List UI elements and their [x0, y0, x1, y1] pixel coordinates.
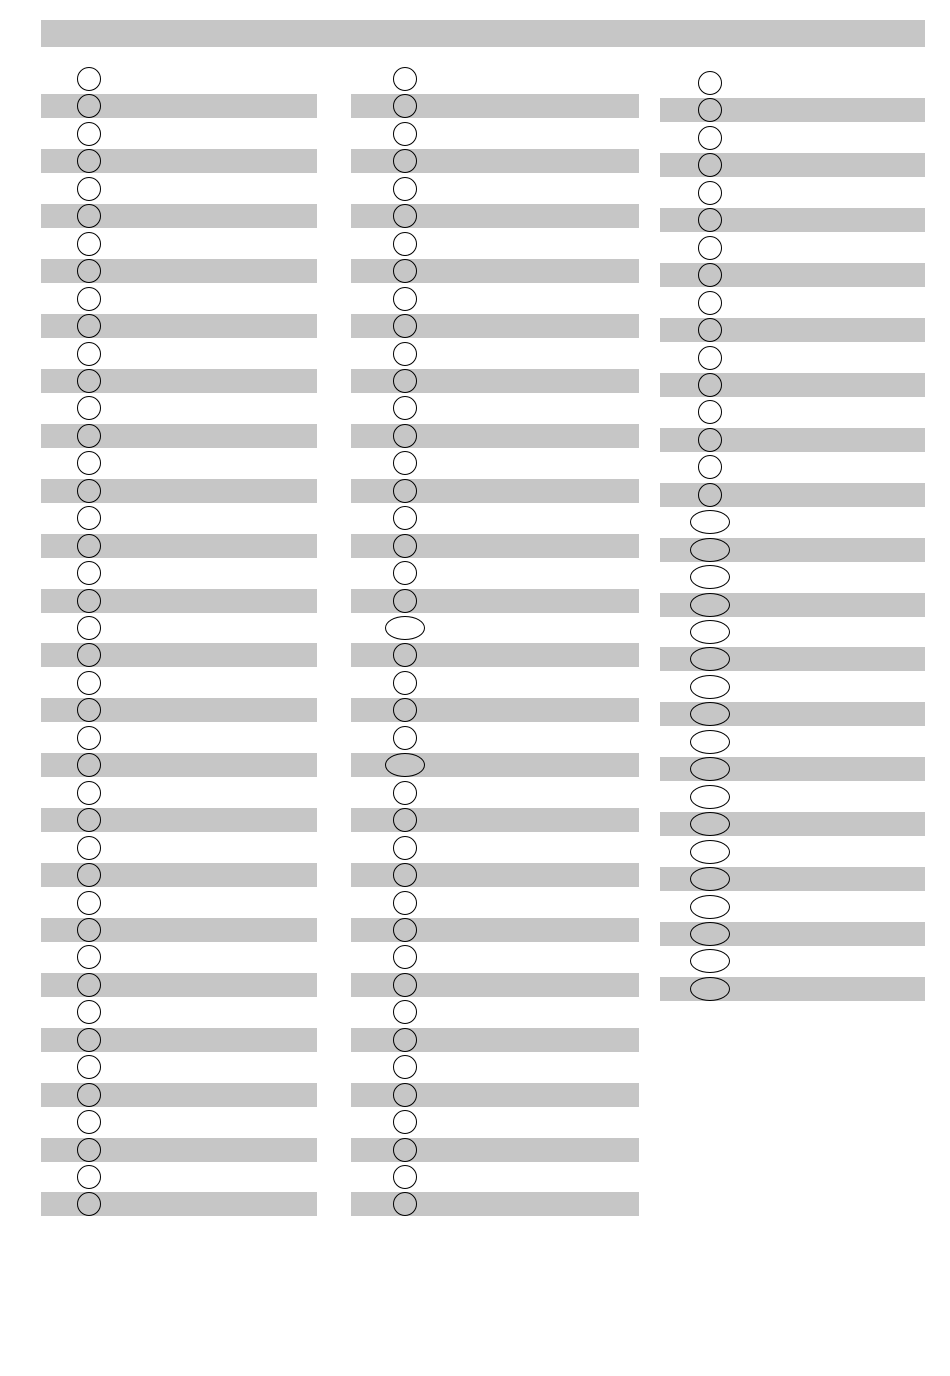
answer-oval-icon[interactable] — [690, 730, 730, 754]
shaded-answer-row — [660, 647, 925, 671]
shaded-answer-row — [660, 208, 925, 232]
shaded-answer-row — [351, 1083, 639, 1107]
answer-bubble-icon[interactable] — [77, 753, 101, 777]
answer-row — [660, 895, 925, 919]
answer-bubble-icon[interactable] — [393, 424, 417, 448]
shaded-answer-row — [41, 424, 317, 448]
answer-row — [351, 726, 639, 750]
answer-row — [660, 71, 925, 95]
answer-bubble-icon[interactable] — [393, 945, 417, 969]
answer-bubble-icon[interactable] — [77, 698, 101, 722]
answer-bubble-icon[interactable] — [393, 1000, 417, 1024]
shaded-answer-row — [660, 757, 925, 781]
shaded-answer-row — [660, 98, 925, 122]
answer-bubble-icon[interactable] — [77, 945, 101, 969]
shaded-answer-row — [660, 373, 925, 397]
answer-oval-icon[interactable] — [690, 620, 730, 644]
answer-bubble-icon[interactable] — [698, 98, 722, 122]
shaded-answer-row — [351, 698, 639, 722]
answer-row — [351, 781, 639, 805]
answer-bubble-icon[interactable] — [393, 342, 417, 366]
shaded-answer-row — [351, 424, 639, 448]
answer-row — [660, 730, 925, 754]
shaded-answer-row — [41, 918, 317, 942]
answer-bubble-icon[interactable] — [698, 208, 722, 232]
answer-row — [41, 616, 317, 640]
answer-bubble-icon[interactable] — [77, 369, 101, 393]
answer-row — [351, 561, 639, 585]
shaded-answer-row — [660, 318, 925, 342]
answer-row — [41, 451, 317, 475]
answer-bubble-icon[interactable] — [77, 122, 101, 146]
answer-row — [41, 1055, 317, 1079]
shaded-answer-row — [660, 867, 925, 891]
shaded-answer-row — [660, 538, 925, 562]
shaded-answer-row — [660, 153, 925, 177]
shaded-answer-row — [660, 702, 925, 726]
answer-row — [660, 291, 925, 315]
answer-oval-icon[interactable] — [690, 593, 730, 617]
shaded-answer-row — [41, 1083, 317, 1107]
shaded-answer-row — [41, 314, 317, 338]
answer-row — [351, 122, 639, 146]
answer-bubble-icon[interactable] — [393, 808, 417, 832]
answer-bubble-icon[interactable] — [698, 236, 722, 260]
answer-bubble-icon[interactable] — [393, 1028, 417, 1052]
header-bar — [41, 20, 925, 47]
answer-bubble-icon[interactable] — [698, 126, 722, 150]
answer-oval-icon[interactable] — [690, 867, 730, 891]
answer-bubble-icon[interactable] — [393, 232, 417, 256]
answer-bubble-icon[interactable] — [698, 71, 722, 95]
shaded-answer-row — [351, 1138, 639, 1162]
answer-bubble-icon[interactable] — [77, 67, 101, 91]
answer-bubble-icon[interactable] — [77, 561, 101, 585]
answer-row — [41, 342, 317, 366]
shaded-answer-row — [351, 973, 639, 997]
answer-row — [351, 451, 639, 475]
answer-row — [351, 1055, 639, 1079]
answer-bubble-icon[interactable] — [393, 479, 417, 503]
answer-bubble-icon[interactable] — [77, 177, 101, 201]
answer-bubble-icon[interactable] — [393, 918, 417, 942]
answer-row — [351, 287, 639, 311]
answer-bubble-icon[interactable] — [77, 149, 101, 173]
shaded-answer-row — [351, 589, 639, 613]
shaded-answer-row — [41, 94, 317, 118]
answer-oval-icon[interactable] — [690, 538, 730, 562]
answer-row — [351, 891, 639, 915]
shaded-answer-row — [351, 479, 639, 503]
answer-bubble-icon[interactable] — [698, 181, 722, 205]
answer-bubble-icon[interactable] — [393, 589, 417, 613]
answer-oval-icon[interactable] — [690, 647, 730, 671]
answer-row — [41, 781, 317, 805]
shaded-answer-row — [41, 1028, 317, 1052]
answer-bubble-icon[interactable] — [698, 263, 722, 287]
answer-bubble-icon[interactable] — [393, 1192, 417, 1216]
answer-bubble-icon[interactable] — [698, 373, 722, 397]
answer-row — [351, 671, 639, 695]
shaded-answer-row — [41, 149, 317, 173]
answer-bubble-icon[interactable] — [77, 616, 101, 640]
answer-row — [351, 836, 639, 860]
answer-oval-icon[interactable] — [690, 895, 730, 919]
answer-oval-icon[interactable] — [690, 977, 730, 1001]
answer-bubble-icon[interactable] — [393, 94, 417, 118]
answer-bubble-icon[interactable] — [77, 287, 101, 311]
shaded-answer-row — [351, 1028, 639, 1052]
shaded-answer-row — [41, 259, 317, 283]
answer-oval-icon[interactable] — [690, 785, 730, 809]
answer-bubble-icon[interactable] — [77, 918, 101, 942]
answer-bubble-icon[interactable] — [393, 314, 417, 338]
answer-bubble-icon[interactable] — [77, 1083, 101, 1107]
answer-bubble-icon[interactable] — [77, 1055, 101, 1079]
answer-oval-icon[interactable] — [690, 922, 730, 946]
answer-row — [351, 396, 639, 420]
shaded-answer-row — [41, 863, 317, 887]
shaded-answer-row — [351, 534, 639, 558]
answer-bubble-icon[interactable] — [393, 122, 417, 146]
answer-bubble-icon[interactable] — [393, 369, 417, 393]
shaded-answer-row — [41, 589, 317, 613]
answer-bubble-icon[interactable] — [393, 451, 417, 475]
answer-bubble-icon[interactable] — [698, 455, 722, 479]
answer-bubble-icon[interactable] — [77, 1165, 101, 1189]
answer-bubble-icon[interactable] — [393, 671, 417, 695]
answer-row — [351, 1165, 639, 1189]
shaded-answer-row — [41, 1192, 317, 1216]
answer-row — [41, 506, 317, 530]
answer-bubble-icon[interactable] — [77, 342, 101, 366]
answer-row — [660, 785, 925, 809]
answer-bubble-icon[interactable] — [77, 1110, 101, 1134]
answer-bubble-icon[interactable] — [393, 561, 417, 585]
answer-bubble-icon[interactable] — [77, 1028, 101, 1052]
answer-bubble-icon[interactable] — [393, 891, 417, 915]
shaded-answer-row — [351, 808, 639, 832]
answer-oval-icon[interactable] — [690, 757, 730, 781]
answer-bubble-icon[interactable] — [77, 836, 101, 860]
answer-bubble-icon[interactable] — [393, 863, 417, 887]
answer-bubble-icon[interactable] — [77, 534, 101, 558]
answer-row — [41, 726, 317, 750]
answer-bubble-icon[interactable] — [393, 259, 417, 283]
answer-row — [41, 1165, 317, 1189]
answer-bubble-icon[interactable] — [77, 204, 101, 228]
answer-row — [41, 232, 317, 256]
answer-bubble-icon[interactable] — [393, 836, 417, 860]
answer-row — [41, 671, 317, 695]
answer-oval-icon[interactable] — [385, 616, 425, 640]
answer-row — [660, 675, 925, 699]
shaded-answer-row — [41, 698, 317, 722]
shaded-answer-row — [351, 753, 639, 777]
answer-row — [41, 1000, 317, 1024]
shaded-answer-row — [41, 534, 317, 558]
answer-bubble-icon[interactable] — [77, 259, 101, 283]
answer-oval-icon[interactable] — [385, 753, 425, 777]
shaded-answer-row — [660, 593, 925, 617]
answer-row — [41, 287, 317, 311]
answer-row — [660, 346, 925, 370]
answer-oval-icon[interactable] — [690, 949, 730, 973]
answer-row — [351, 67, 639, 91]
shaded-answer-row — [351, 863, 639, 887]
answer-bubble-icon[interactable] — [77, 808, 101, 832]
answer-bubble-icon[interactable] — [393, 1138, 417, 1162]
answer-row — [660, 400, 925, 424]
answer-row — [351, 1110, 639, 1134]
answer-row — [660, 840, 925, 864]
answer-row — [41, 561, 317, 585]
answer-bubble-icon[interactable] — [393, 1165, 417, 1189]
shaded-answer-row — [41, 369, 317, 393]
answer-bubble-icon[interactable] — [393, 149, 417, 173]
answer-bubble-icon[interactable] — [77, 973, 101, 997]
answer-bubble-icon[interactable] — [77, 451, 101, 475]
answer-bubble-icon[interactable] — [77, 891, 101, 915]
answer-bubble-icon[interactable] — [77, 506, 101, 530]
answer-row — [351, 1000, 639, 1024]
answer-row — [41, 396, 317, 420]
answer-row — [660, 126, 925, 150]
answer-bubble-icon[interactable] — [393, 534, 417, 558]
answer-row — [660, 236, 925, 260]
answer-bubble-icon[interactable] — [393, 698, 417, 722]
shaded-answer-row — [41, 204, 317, 228]
answer-bubble-icon[interactable] — [393, 287, 417, 311]
answer-bubble-icon[interactable] — [393, 177, 417, 201]
answer-bubble-icon[interactable] — [698, 483, 722, 507]
answer-bubble-icon[interactable] — [393, 781, 417, 805]
answer-bubble-icon[interactable] — [393, 67, 417, 91]
shaded-answer-row — [660, 483, 925, 507]
shaded-answer-row — [351, 204, 639, 228]
answer-row — [660, 181, 925, 205]
answer-bubble-icon[interactable] — [393, 1083, 417, 1107]
shaded-answer-row — [351, 149, 639, 173]
answer-oval-icon[interactable] — [690, 812, 730, 836]
answer-bubble-icon[interactable] — [698, 428, 722, 452]
answer-oval-icon[interactable] — [690, 702, 730, 726]
answer-row — [41, 67, 317, 91]
shaded-answer-row — [660, 263, 925, 287]
answer-bubble-icon[interactable] — [393, 1055, 417, 1079]
answer-bubble-icon[interactable] — [77, 671, 101, 695]
answer-bubble-icon[interactable] — [393, 1110, 417, 1134]
shaded-answer-row — [41, 479, 317, 503]
shaded-answer-row — [351, 369, 639, 393]
shaded-answer-row — [41, 753, 317, 777]
answer-bubble-icon[interactable] — [393, 204, 417, 228]
shaded-answer-row — [660, 977, 925, 1001]
answer-bubble-icon[interactable] — [77, 94, 101, 118]
answer-row — [660, 949, 925, 973]
shaded-answer-row — [660, 812, 925, 836]
answer-bubble-icon[interactable] — [77, 726, 101, 750]
answer-oval-icon[interactable] — [690, 675, 730, 699]
shaded-answer-row — [351, 314, 639, 338]
answer-oval-icon[interactable] — [690, 565, 730, 589]
answer-row — [41, 891, 317, 915]
answer-bubble-icon[interactable] — [393, 396, 417, 420]
answer-row — [351, 177, 639, 201]
shaded-answer-row — [41, 808, 317, 832]
answer-bubble-icon[interactable] — [393, 506, 417, 530]
answer-bubble-icon[interactable] — [698, 400, 722, 424]
answer-bubble-icon[interactable] — [393, 726, 417, 750]
answer-bubble-icon[interactable] — [77, 314, 101, 338]
shaded-answer-row — [660, 922, 925, 946]
answer-row — [41, 945, 317, 969]
answer-bubble-icon[interactable] — [77, 232, 101, 256]
answer-row — [351, 232, 639, 256]
shaded-answer-row — [41, 1138, 317, 1162]
answer-row — [660, 620, 925, 644]
answer-row — [351, 506, 639, 530]
answer-bubble-icon[interactable] — [77, 1000, 101, 1024]
answer-row — [660, 565, 925, 589]
answer-row — [660, 455, 925, 479]
shaded-answer-row — [351, 259, 639, 283]
answer-bubble-icon[interactable] — [698, 318, 722, 342]
answer-bubble-icon[interactable] — [77, 479, 101, 503]
answer-row — [351, 616, 639, 640]
answer-bubble-icon[interactable] — [77, 424, 101, 448]
shaded-answer-row — [660, 428, 925, 452]
answer-bubble-icon[interactable] — [393, 973, 417, 997]
shaded-answer-row — [351, 1192, 639, 1216]
answer-row — [351, 945, 639, 969]
answer-bubble-icon[interactable] — [77, 1138, 101, 1162]
answer-bubble-icon[interactable] — [77, 781, 101, 805]
answer-bubble-icon[interactable] — [698, 291, 722, 315]
answer-bubble-icon[interactable] — [77, 589, 101, 613]
shaded-answer-row — [351, 643, 639, 667]
answer-bubble-icon[interactable] — [77, 1192, 101, 1216]
shaded-answer-row — [41, 973, 317, 997]
answer-oval-icon[interactable] — [690, 840, 730, 864]
answer-row — [41, 122, 317, 146]
answer-bubble-icon[interactable] — [77, 643, 101, 667]
answer-bubble-icon[interactable] — [77, 863, 101, 887]
answer-row — [41, 177, 317, 201]
shaded-answer-row — [41, 643, 317, 667]
answer-oval-icon[interactable] — [690, 510, 730, 534]
answer-row — [660, 510, 925, 534]
shaded-answer-row — [351, 918, 639, 942]
answer-row — [351, 342, 639, 366]
answer-bubble-icon[interactable] — [393, 643, 417, 667]
answer-row — [41, 1110, 317, 1134]
answer-bubble-icon[interactable] — [698, 153, 722, 177]
answer-bubble-icon[interactable] — [77, 396, 101, 420]
answer-row — [41, 836, 317, 860]
shaded-answer-row — [351, 94, 639, 118]
answer-bubble-icon[interactable] — [698, 346, 722, 370]
